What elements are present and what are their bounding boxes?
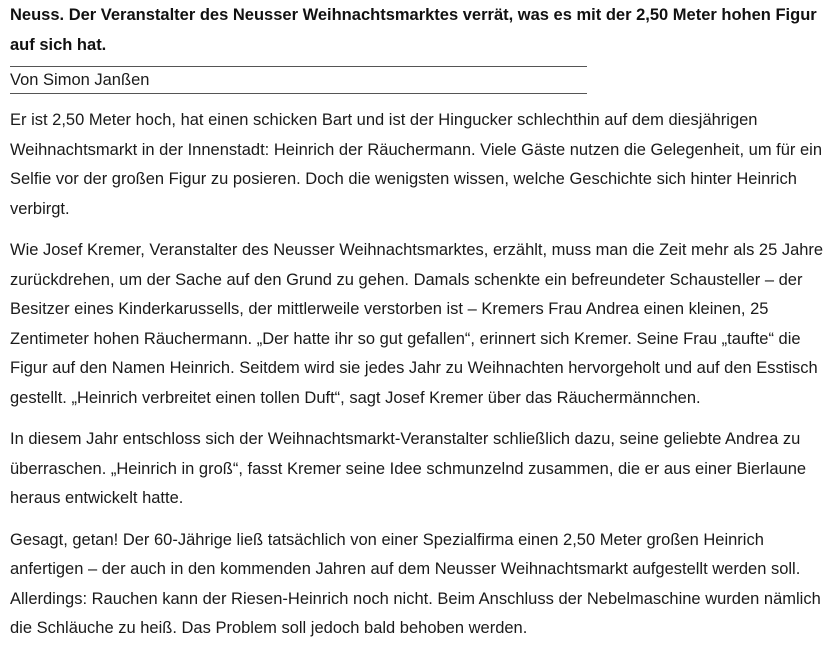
- article-lead: Neuss. Der Veranstalter des Neusser Weihnachtsmarktes verrät, was es mit der 2,50 Meter hohen Figur auf sich hat.: [10, 6, 817, 54]
- article: [10, 0, 830, 656]
- article-byline: Von Simon Janßen: [10, 71, 150, 89]
- article-body: [10, 106, 830, 644]
- article-paragraph: Gesagt, getan! Der 60-Jährige ließ tatsächlich von einer Spezialfirma einen 2,50 Meter großen Heinrich anfertigen – der auch in den kommenden Jahren auf dem Neusser Weihnachtsmarkt aufgestellt werden soll. Allerdings: Rauchen kann der Riesen-Heinrich noch nicht. Beim Anschluss der Nebelmaschine wurden nämlich die Schläuche zu heiß. Das Problem soll jedoch bald behoben werden.: [10, 530, 821, 637]
- article-paragraph: Wie Josef Kremer, Veranstalter des Neusser Weihnachtsmarktes, erzählt, muss man die Zeit mehr als 25 Jahre zurückdrehen, um der Sache auf den Grund zu gehen. Damals schenkte ein befreundeter Schausteller – der Besitzer eines Kinderkarussells, der mittlerweile verstorben ist – Kremers Frau Andrea einen kleinen, 25 Zentimeter hohen Räuchermann. „Der hatte ihr so gut gefallen“, erinnert sich Kremer. Seine Frau „taufte“ die Figur auf den Namen Heinrich. Seitdem wird sie jedes Jahr zu Weihnachten hervorgeholt und auf den Esstisch gestellt. „Heinrich verbreitet einen tollen Duft“, sagt Josef Kremer über das Räuchermännchen.: [10, 241, 824, 407]
- article-paragraph: Er ist 2,50 Meter hoch, hat einen schicken Bart und ist der Hingucker schlechthin auf dem diesjährigen Weihnachtsmarkt in der Innenstadt: Heinrich der Räuchermann. Viele Gäste nutzen die Gelegenheit, um für ein Selfie vor der großen Figur zu posieren. Doch die wenigsten wissen, welche Geschichte sich hinter Heinrich verbirgt.: [10, 111, 823, 218]
- article-paragraph: In diesem Jahr entschloss sich der Weihnachtsmarkt-Veranstalter schließlich dazu, seine geliebte Andrea zu überraschen. „Heinrich in groß“, fasst Kremer seine Idee schmunzelnd zusammen, die er aus einer Bierlaune heraus entwickelt hatte.: [10, 430, 807, 507]
- byline-bottom-rule: [10, 93, 587, 94]
